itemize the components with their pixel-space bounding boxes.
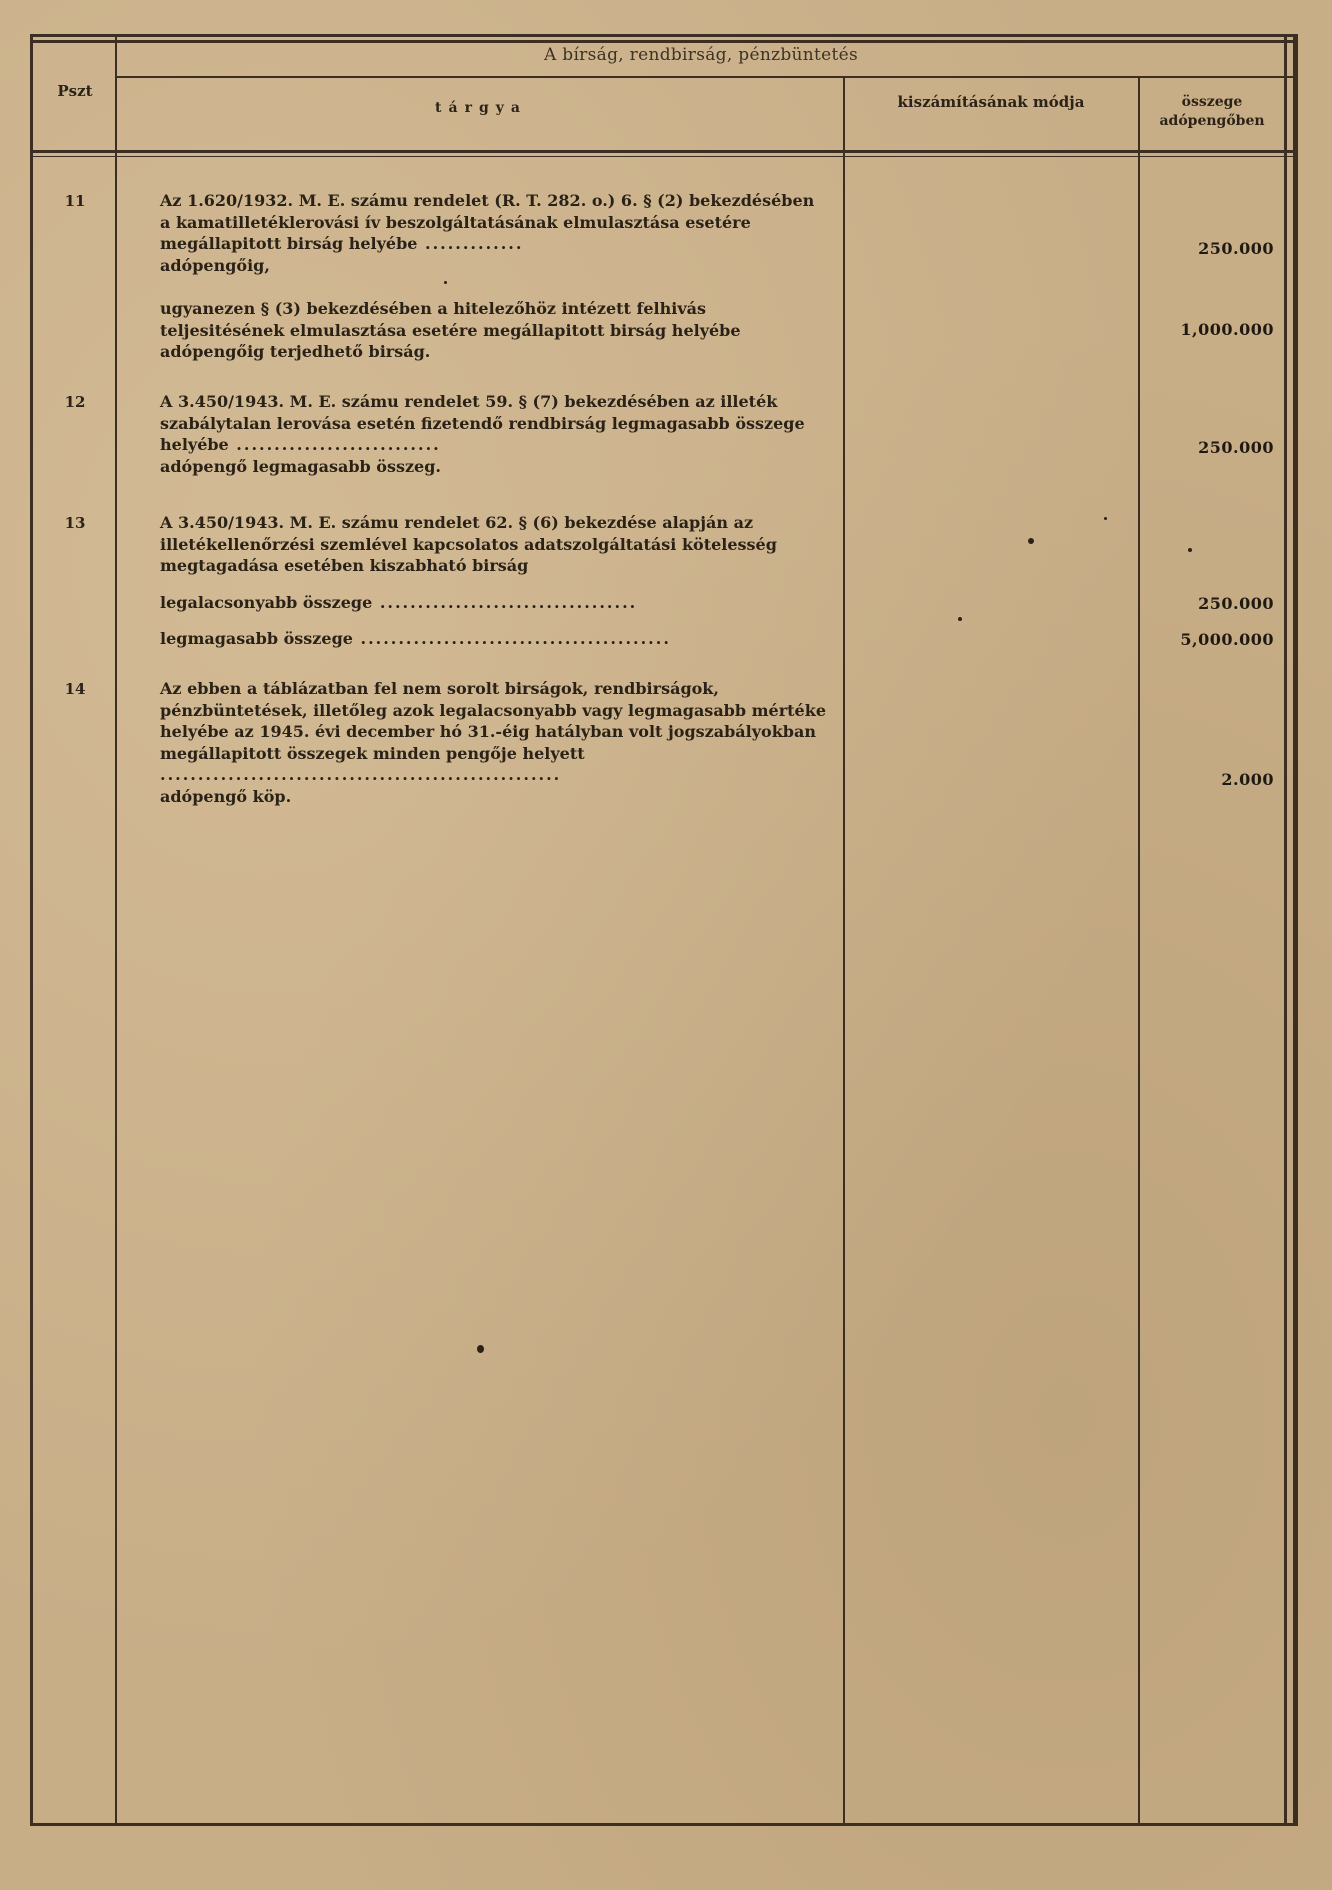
header-bottom-rule-2 [30,156,1298,157]
ink-speck [1028,538,1034,544]
row-11-amount-b: 1,000.000 [1180,320,1274,339]
header-targya: tárgya [435,100,527,116]
ink-speck [958,617,962,621]
row-14-amount: 2.000 [1221,770,1274,789]
header-kiszamitas: kiszámításának módja [897,93,1085,111]
row-11-amount-a: 250.000 [1198,239,1274,258]
header-bottom-rule [30,150,1298,153]
row-13-high-dots: ......................................... [352,629,671,648]
row-11-number: 11 [64,192,86,210]
row-11-dots-a: ............. [417,234,524,253]
ink-speck [477,1345,484,1353]
row-11-text-b: ugyanezen § (3) bekezdésében a hitelezőhöz intézett felhivás teljesitésének elmulasztása esetére megállapitott birság helyébe adópengőig terjedhető birság. [160,299,741,361]
row-12-text2: adópengő legmagasabb összeg. [160,456,441,476]
col-divider-targya [843,76,845,1826]
header-pszt: Pszt [57,82,93,100]
row-14-text2: adópengő köp. [160,786,292,806]
row-13-high-amount: 5,000.000 [1180,630,1274,649]
row-14-text-body: Az ebben a táblázatban fel nem sorolt birságok, rendbirságok, pénzbüntetések, illetőleg azok legalacsonyabb vagy legmagasabb mértéke helyébe az 1945. évi december hó 31.-éig hatályban volt jogszabályokban megállapitott összegek minden pengője helyett [160,679,826,763]
ink-speck [1188,548,1192,552]
row-13-text: A 3.450/1943. M. E. számu rendelet 62. § (6) bekezdése alapján az illetékellenőrzési szemlével kapcsolatos adatszolgáltatási kötelesség megtagadása esetében kiszabható birság [160,513,777,575]
row-12-text [160,391,828,477]
row-12-dots: ........................... [228,435,441,454]
row-13-low-line [160,592,828,614]
row-14-dots: ..................................................... [160,765,562,784]
row-11-text-a-body: Az 1.620/1932. M. E. számu rendelet (R. T. 282. o.) 6. § (2) bekezdésében a kamatilletéklerovási ív beszolgáltatásának elmulasztása esetére megállapitott birság helyébe [160,191,815,253]
row-13-low-label: legalacsonyabb összege [160,593,373,612]
row-13-high-label: legmagasabb összege [160,629,353,648]
row-13-high-line [160,628,828,650]
header-osszege: összege adópengőben [1159,94,1265,129]
row-13-low-dots: .................................. [372,593,638,612]
row-12-text-body: A 3.450/1943. M. E. számu rendelet 59. § (7) bekezdésében az illeték szabálytalan lerovása esetén fizetendő rendbirság legmagasabb összege helyébe [160,392,805,454]
header-group-rule [116,76,1296,78]
header-top-rule [30,40,1298,43]
ink-speck [444,281,447,284]
ink-speck [1104,517,1107,520]
col-divider-right [1284,37,1287,1826]
row-14-text [160,678,828,807]
row-12-amount: 250.000 [1198,438,1274,457]
row-11-text-a [160,190,828,276]
row-13-number: 13 [64,514,86,532]
row-12-number: 12 [64,393,86,411]
row-14-number: 14 [64,680,86,698]
row-11-text-a2: adópengőig, [160,255,270,275]
col-divider-pszt [115,37,117,1826]
row-13-low-amount: 250.000 [1198,594,1274,613]
header-group-title: A bírság, rendbirság, pénzbüntetés [543,45,859,65]
